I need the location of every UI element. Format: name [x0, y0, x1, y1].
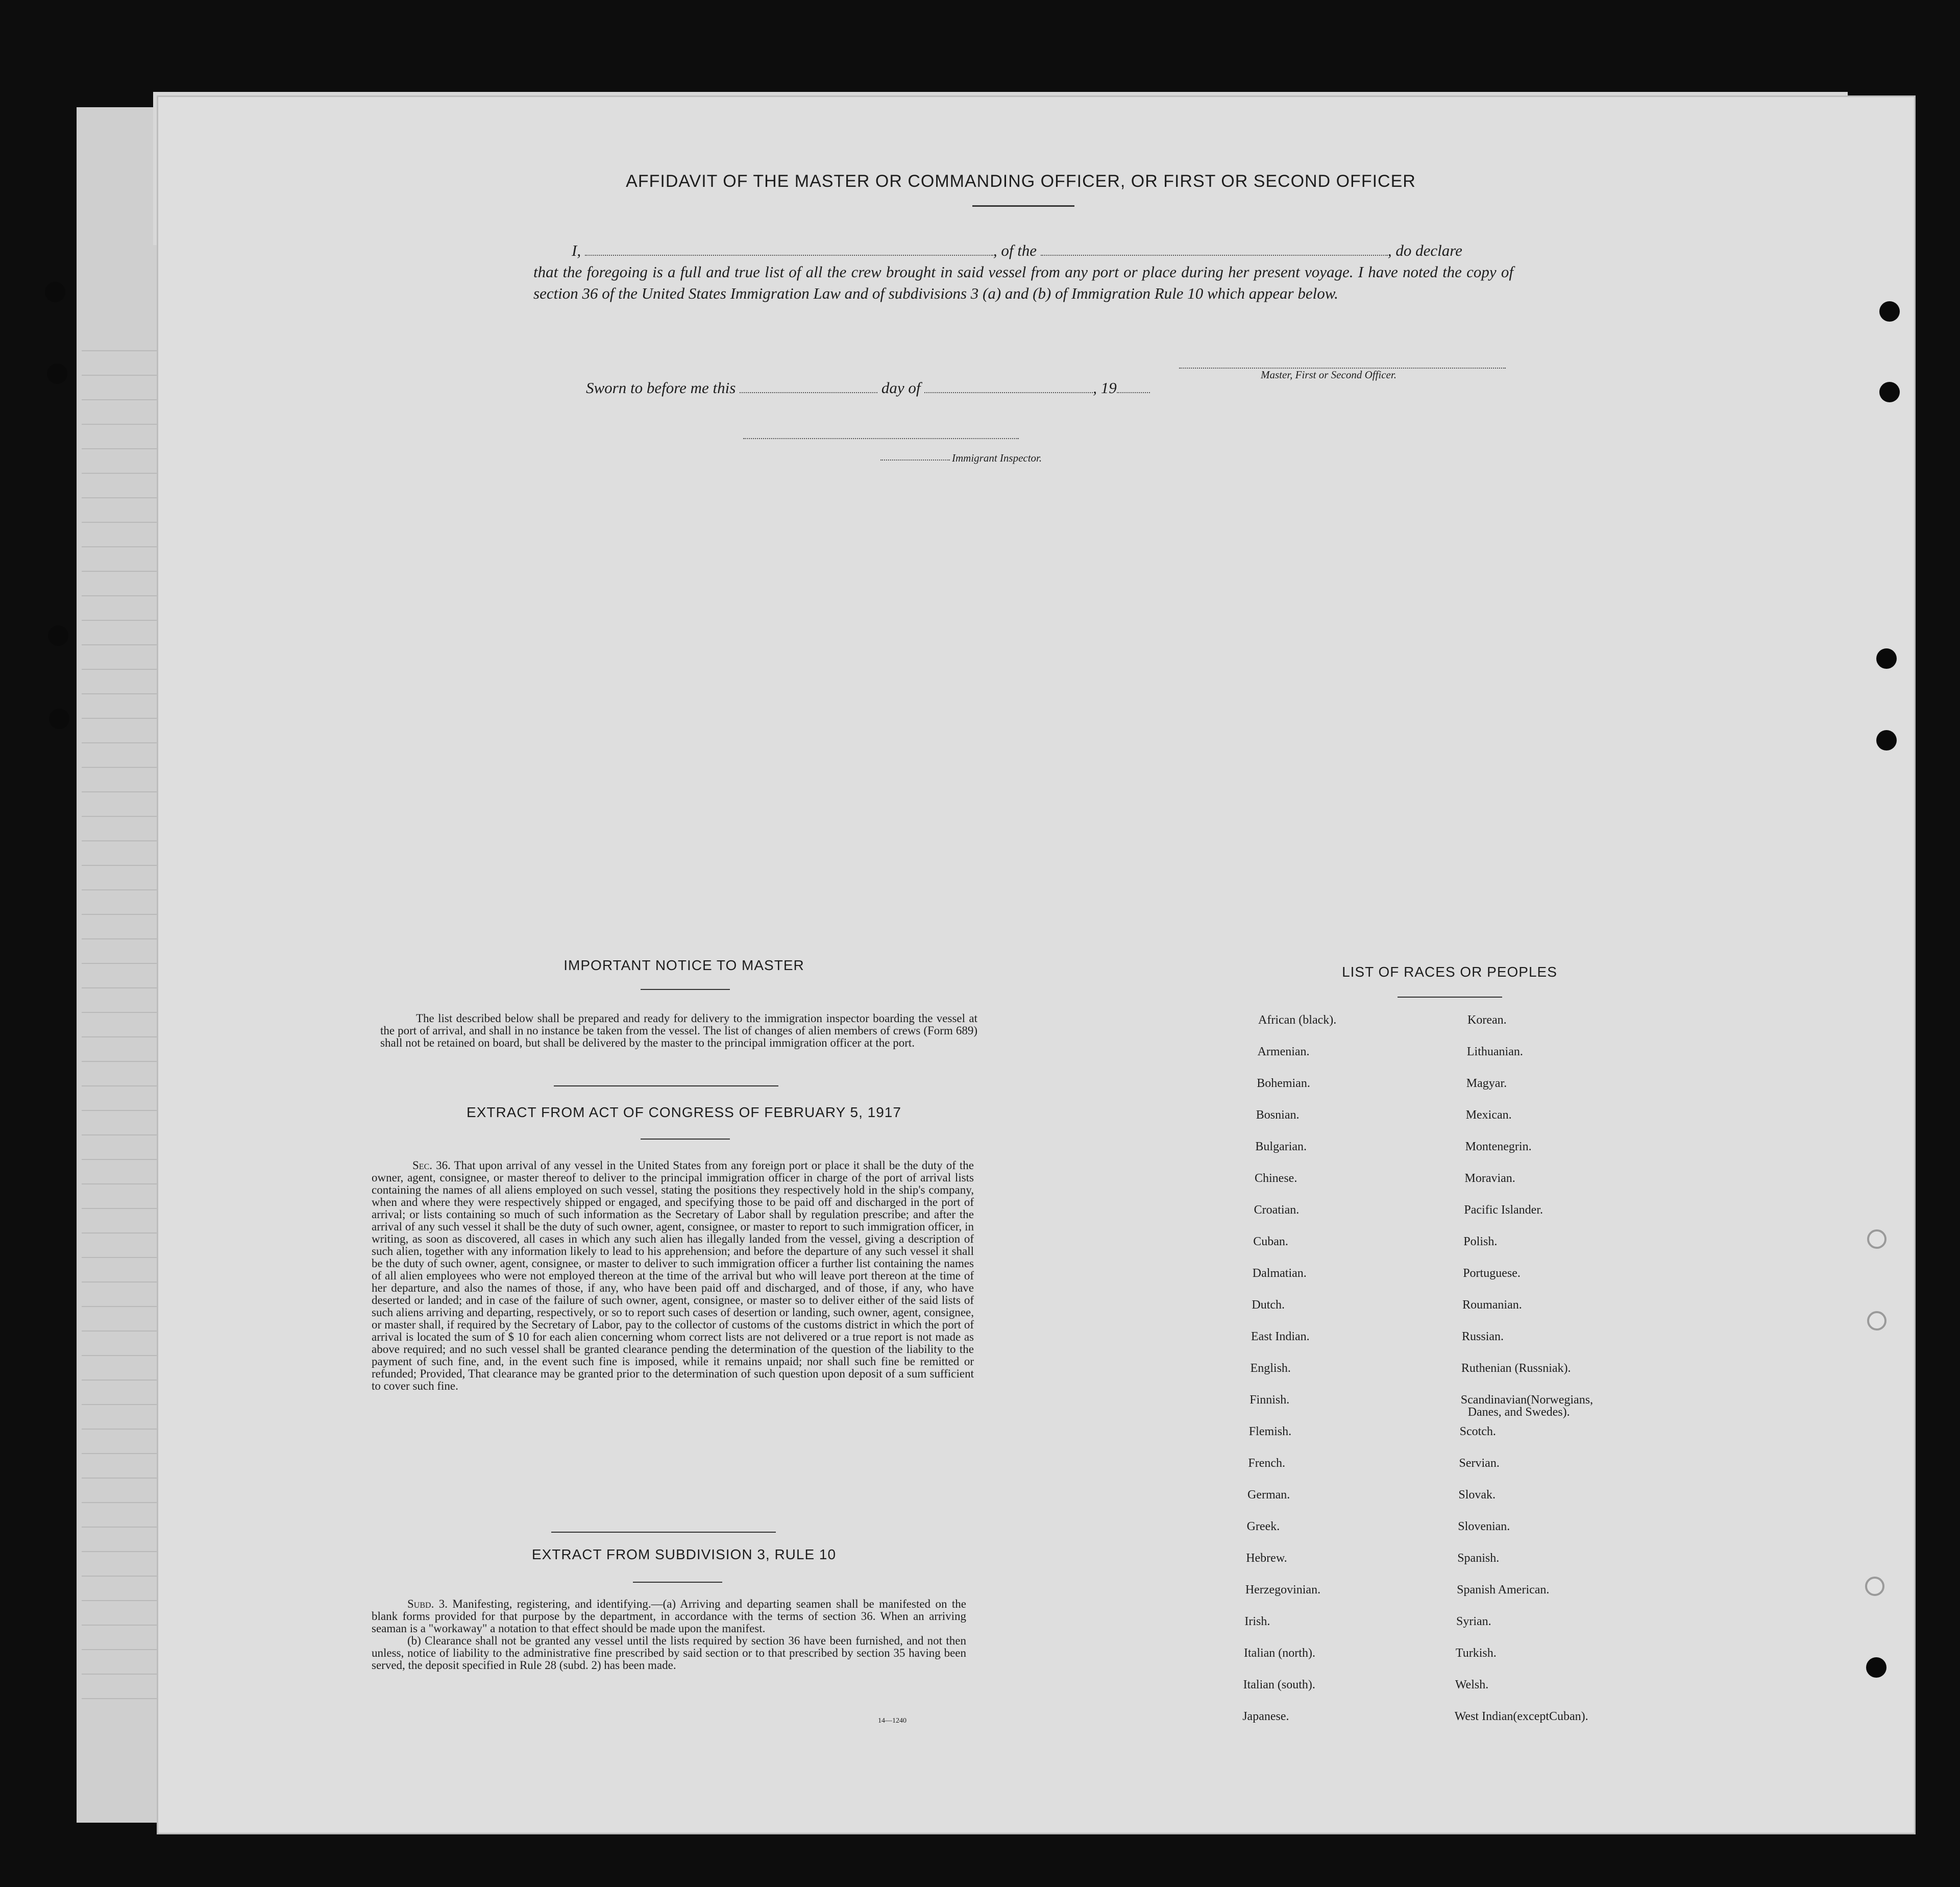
divider: [1398, 997, 1502, 998]
race-item: Scotch.: [1459, 1425, 1496, 1438]
affidavit-title: AFFIDAVIT OF THE MASTER OR COMMANDING OFFICER, OR FIRST OR SECOND OFFICER: [626, 172, 1416, 191]
punch-hole: [45, 282, 65, 302]
race-item: Hebrew.: [1246, 1552, 1287, 1565]
name-field[interactable]: [585, 241, 993, 256]
reinforcement-ring: [1867, 1229, 1886, 1249]
divider: [972, 205, 1074, 207]
rule-extract-text: [372, 1598, 966, 1672]
inspector-signature-field[interactable]: [743, 438, 1019, 439]
sworn-line: [586, 379, 1150, 397]
race-item: Montenegrin.: [1465, 1140, 1532, 1153]
vessel-field[interactable]: [1041, 241, 1388, 256]
race-item: Servian.: [1459, 1457, 1500, 1470]
race-item: Roumanian.: [1462, 1298, 1522, 1312]
notice-paragraph: The list described below shall be prepared and ready for delivery to the immigration inspector boarding the vessel at the port of arrival, and shall in no instance be taken from the vessel. The list of changes of alien members of crews (Form 689) shall not be retained on board, but shall be delivered by the master to the principal immigration officer at the port.: [380, 1012, 977, 1049]
subd-a-text: 3. Manifesting, registering, and identifying.—(a) Arriving and departing seamen shall be manifested on the blank forms provided for that purpose by the department, in accordance with the terms of section 36. When an arriving seaman is a "workaway" a notation to that effect should be made upon the manifest.: [372, 1598, 966, 1635]
divider: [554, 1085, 778, 1086]
race-item: Greek.: [1246, 1520, 1280, 1533]
punch-hole: [1879, 382, 1900, 402]
race-item: Turkish.: [1455, 1647, 1497, 1660]
race-item: West Indian(exceptCuban).: [1454, 1710, 1588, 1723]
race-item: Welsh.: [1455, 1678, 1489, 1691]
race-item: Slovak.: [1458, 1488, 1496, 1502]
rule-extract-title: EXTRACT FROM SUBDIVISION 3, RULE 10: [531, 1546, 837, 1562]
punch-hole: [1879, 301, 1900, 322]
race-item: Italian (south).: [1243, 1678, 1315, 1691]
race-item: Moravian.: [1464, 1172, 1515, 1185]
race-item: Bulgarian.: [1255, 1140, 1307, 1153]
divider: [633, 1582, 722, 1583]
sworn-day-field[interactable]: [740, 379, 877, 393]
race-item: Mexican.: [1465, 1108, 1512, 1122]
sworn-month-field[interactable]: [924, 379, 1093, 393]
race-item: Dutch.: [1252, 1298, 1285, 1312]
divider: [641, 989, 730, 990]
race-item: Irish.: [1244, 1615, 1270, 1628]
race-item: Polish.: [1463, 1235, 1498, 1248]
race-item: Scandinavian(Norwegians,: [1460, 1393, 1594, 1407]
race-item: Ruthenian (Russniak).: [1461, 1362, 1571, 1375]
race-item: Italian (north).: [1244, 1647, 1315, 1660]
race-item: Herzegovinian.: [1245, 1583, 1321, 1596]
race-item: Pacific Islander.: [1464, 1203, 1543, 1217]
subd-label: Subd.: [407, 1598, 434, 1610]
punch-hole: [47, 364, 67, 384]
race-item: East Indian.: [1251, 1330, 1310, 1343]
notice-title: IMPORTANT NOTICE TO MASTER: [564, 957, 804, 973]
act-extract-title: EXTRACT FROM ACT OF CONGRESS OF FEBRUARY 5, 1917: [467, 1104, 901, 1120]
race-item: Bohemian.: [1257, 1077, 1310, 1090]
race-item: Finnish.: [1250, 1393, 1290, 1407]
race-item: Spanish American.: [1457, 1583, 1550, 1596]
punch-hole: [48, 625, 68, 646]
sworn-year-field[interactable]: [1117, 379, 1150, 393]
signature-label: Master, First or Second Officer.: [1261, 369, 1396, 381]
form-number: 14—1240: [878, 1717, 906, 1725]
race-item: Bosnian.: [1256, 1108, 1300, 1122]
race-item: Korean.: [1467, 1013, 1507, 1027]
race-item: Japanese.: [1242, 1710, 1289, 1723]
day-of-label: day of: [881, 379, 921, 397]
affidavit-declaration: [533, 240, 1513, 304]
year-prefix-label: , 19: [1093, 379, 1117, 397]
punch-hole: [1866, 1657, 1886, 1678]
act-extract-text: [372, 1159, 974, 1392]
inspector-label: Immigrant Inspector.: [952, 452, 1042, 464]
reinforcement-ring: [1867, 1311, 1886, 1330]
race-item: Dalmatian.: [1252, 1267, 1307, 1280]
race-item: Portuguese.: [1463, 1267, 1521, 1280]
race-item: Magyar.: [1466, 1077, 1507, 1090]
act-section-36-text: 36. That upon arrival of any vessel in the United States from any foreign port or place it shall be the duty of the owner, agent, consignee, or master thereof to deliver to the principal immigration officer in charge of the port of arrival lists containing the names of all aliens employed on such vessel, stating the positions they respectively hold in the ship's company, when and where they were respectively shipped or engaged, and specifying those to be paid off and discharged in the port of arrival; or lists containing so much of such information as the Secretary of Labor shall by regulation prescribe; and after the arrival of any such vessel it shall be the duty of such owner, agent, consignee, or master to report to such immigration officer, in writing, as soon as discovered, all cases in which any such alien has illegally landed from the vessel, giving a description of such alien, together with any information likely to lead to his apprehension; and before the departure of any such vessel it shall be the duty of such owner, agent, consignee, or master to deliver to such immigration officer a further list containing the names of all alien employees who were not employed thereon at the time of the arrival but who will leave port thereon at the time of her departure, and also the names of those, if any, who have been paid off and discharged, and of those, if any, who have deserted or landed; and in case of the failure of such owner, agent, consignee, or master so to deliver either of the said lists of such aliens arriving and departing, respectively, or so to report such cases of desertion or landing, such owner, agent, consignee, or master shall, if required by the Secretary of Labor, pay to the collector of customs of the customs district in which the port of arrival is located the sum of $ 10 for each alien concerning whom correct lists are not delivered or a true report is not made as above required; and no such vessel shall be granted clearance pending the determination of the question of the liability to the payment of such fine, and, in the event such fine is imposed, while it remains unpaid; nor shall such fine be remitted or refunded; Provided, That clearance may be granted prior to the determination of such question upon deposit of a sum sufficient to cover such fine.: [372, 1159, 974, 1392]
declare-label: , do declare: [1387, 241, 1462, 259]
race-item: Syrian.: [1456, 1615, 1491, 1628]
inspector-dots: [880, 459, 950, 461]
race-item: Slovenian.: [1458, 1520, 1510, 1533]
punch-hole: [1876, 730, 1897, 751]
punch-hole: [49, 709, 69, 729]
races-title: LIST OF RACES OR PEOPLES: [1342, 964, 1557, 980]
race-item: Croatian.: [1254, 1203, 1300, 1217]
affidavit-line-1: [533, 240, 1513, 261]
race-item: Armenian.: [1257, 1045, 1310, 1058]
race-item: Flemish.: [1248, 1425, 1292, 1438]
race-item: Lithuanian.: [1466, 1045, 1523, 1058]
race-item: Chinese.: [1255, 1172, 1297, 1185]
race-item: African (black).: [1258, 1013, 1337, 1027]
race-item: French.: [1248, 1457, 1286, 1470]
inspector-label-line: [880, 452, 1042, 465]
race-item: English.: [1250, 1362, 1291, 1375]
reinforcement-ring: [1865, 1577, 1884, 1596]
race-item: Spanish.: [1457, 1552, 1500, 1565]
race-item: Cuban.: [1253, 1235, 1288, 1248]
notice-text: [380, 1012, 977, 1049]
affidavit-body: that the foregoing is a full and true list of all the crew brought in said vessel from any port or place during her present voyage. I have noted the copy of section 36 of the United States Immigration Law and of subdivisions 3 (a) and (b) of Immigration Rule 10 which appear below.: [533, 263, 1513, 302]
i-label: I,: [572, 241, 581, 259]
race-item: Danes, and Swedes).: [1467, 1406, 1570, 1419]
race-item: German.: [1247, 1488, 1290, 1502]
divider: [641, 1139, 730, 1140]
sworn-label: Sworn to before me this: [586, 379, 736, 397]
section-label: Sec.: [412, 1159, 432, 1172]
divider: [551, 1532, 776, 1533]
of-the-label: , of the: [993, 241, 1037, 259]
race-item: Russian.: [1462, 1330, 1504, 1343]
subd-b-text: (b) Clearance shall not be granted any vessel until the lists required by section 36 have been furnished, and not then unless, notice of liability to the administrative fine prescribed by said section or to that prescribed by section 35 having been served, the deposit specified in Rule 28 (subd. 2) has been made.: [372, 1634, 966, 1672]
punch-hole: [1876, 648, 1897, 669]
